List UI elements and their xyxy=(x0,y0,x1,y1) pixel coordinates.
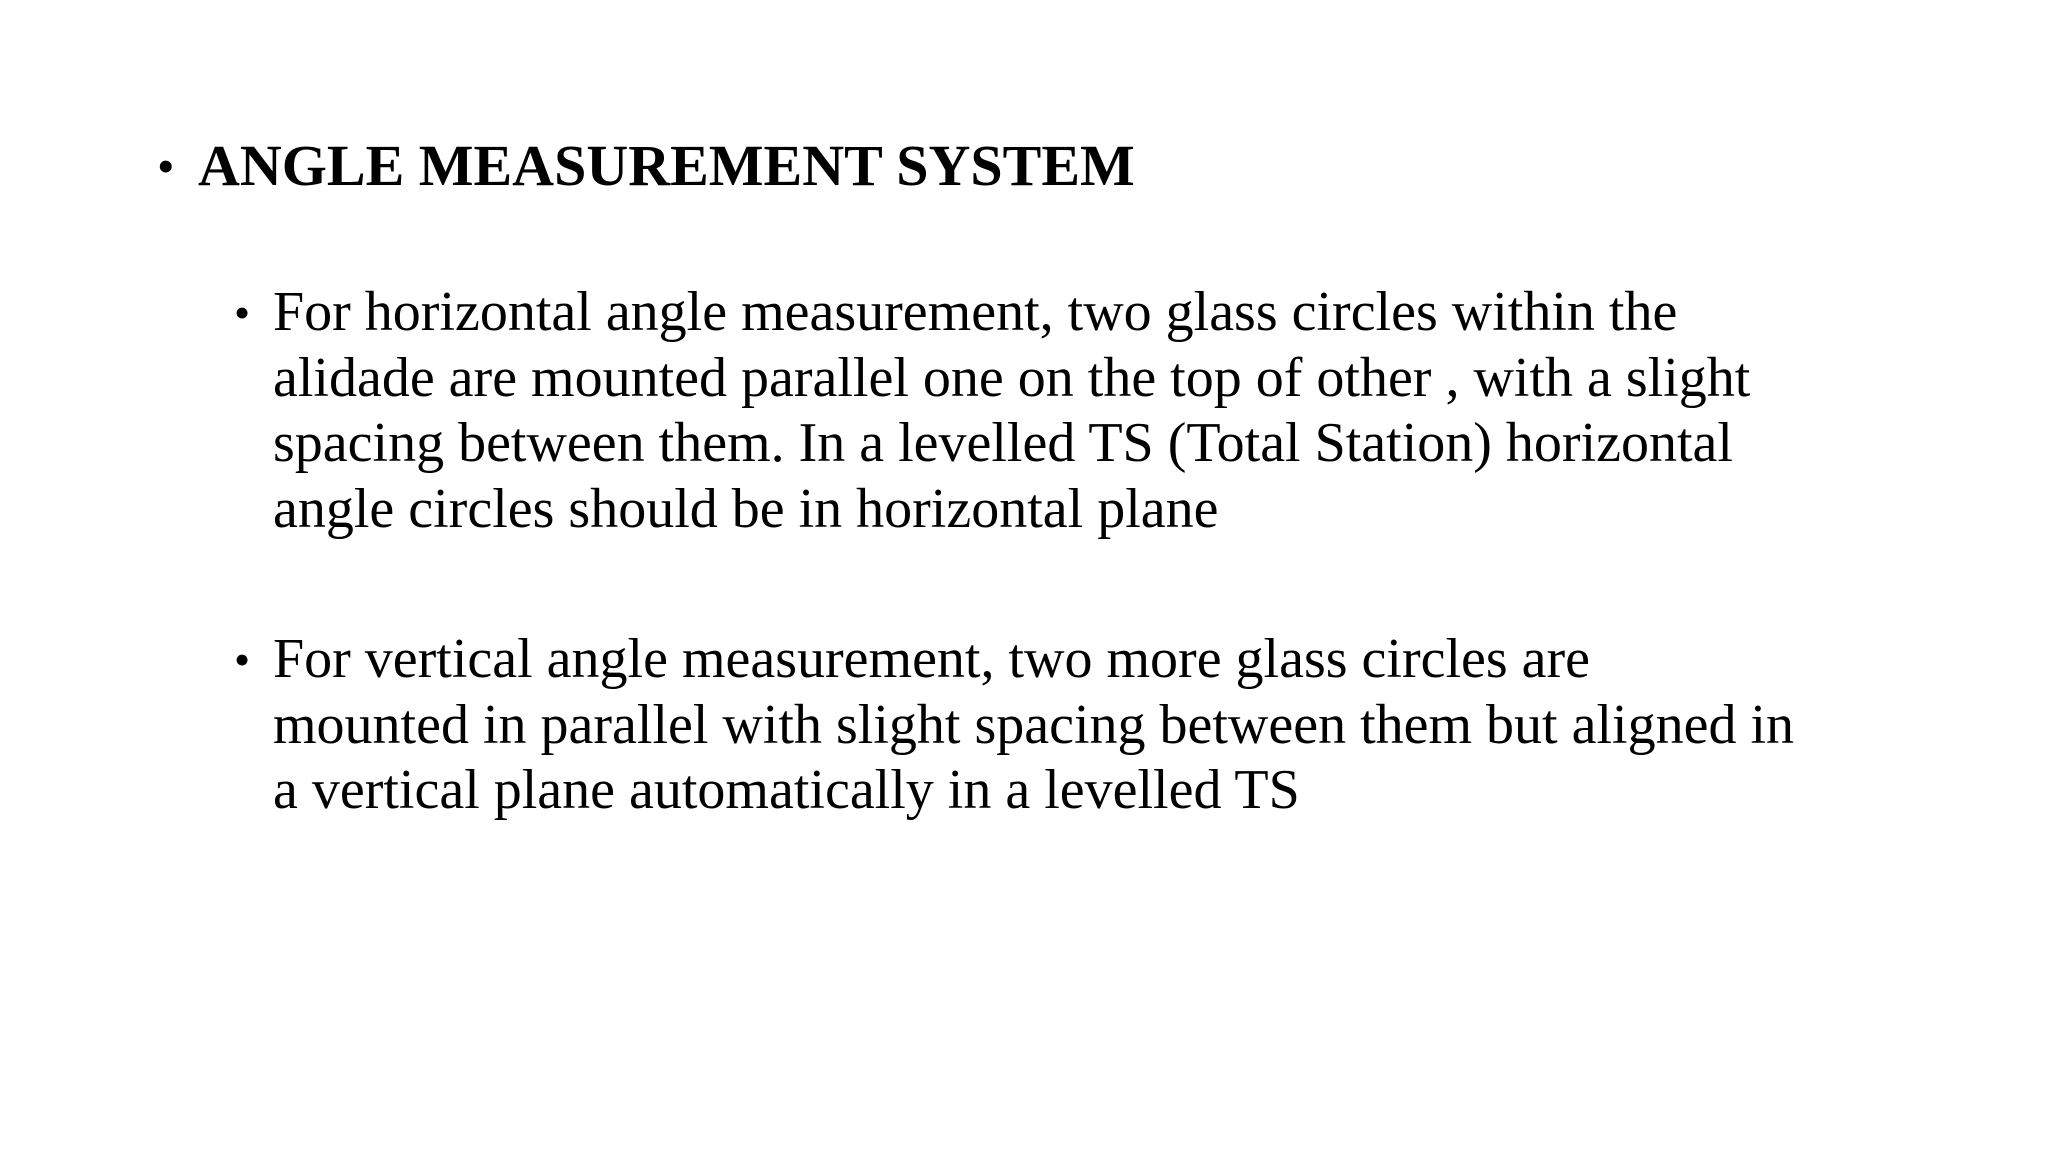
bullet-point-vertical-angle xyxy=(234,627,1934,824)
slide-heading: ANGLE MEASUREMENT SYSTEM xyxy=(198,133,1135,198)
bullet-icon: • xyxy=(234,634,251,685)
text-line: spacing between them. In a levelled TS (Total Station) horizontal xyxy=(273,412,1733,474)
text-line: a vertical plane automatically in a levelled TS xyxy=(273,759,1300,821)
text-line: mounted in parallel with slight spacing between them but aligned in xyxy=(273,693,1794,756)
bullet-text xyxy=(273,627,1933,824)
bullet-icon: • xyxy=(157,138,175,194)
bullet-text xyxy=(273,280,1933,542)
text-line: For vertical angle measurement, two more glass circles are xyxy=(273,628,1591,690)
heading-bullet xyxy=(157,133,1957,199)
bullet-point-horizontal-angle xyxy=(234,280,1934,542)
text-line: angle circles should be in horizontal plane xyxy=(273,477,1219,540)
bullet-icon: • xyxy=(234,287,251,338)
text-line: alidade are mounted parallel one on the top of other , with a slight xyxy=(273,346,1751,409)
text-line: For horizontal angle measurement, two glass circles within the xyxy=(273,281,1678,343)
